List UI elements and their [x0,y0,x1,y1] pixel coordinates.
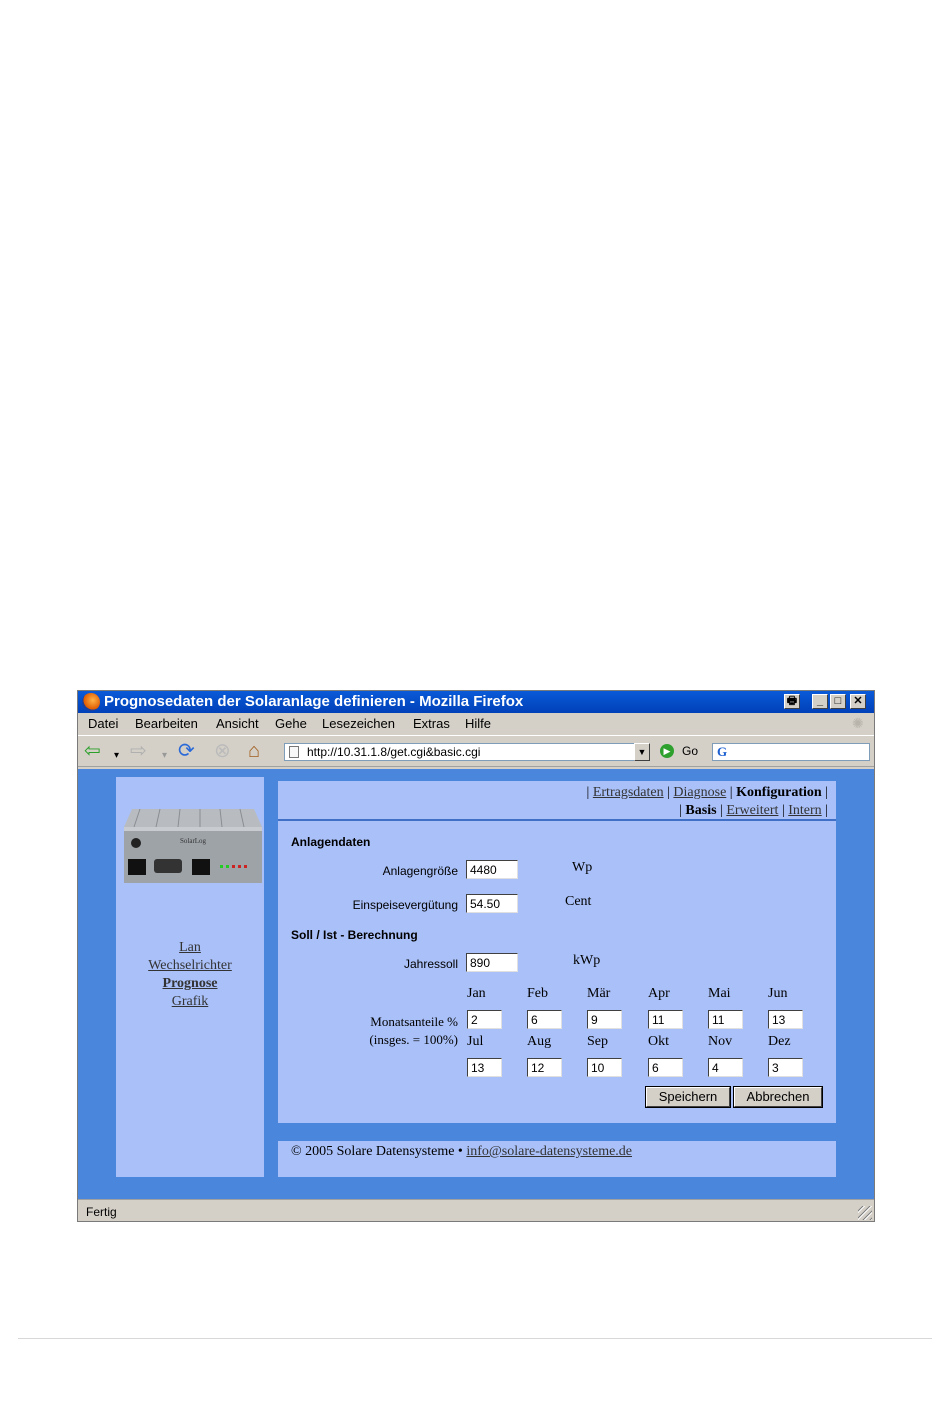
home-icon[interactable]: ⌂ [248,740,261,762]
section-anlagendaten: Anlagendaten [291,835,371,849]
firefox-logo-icon [82,693,100,711]
monatsanteile-sublabel: (insges. = 100%) [369,1032,458,1047]
subtab-erweitert[interactable]: Erweitert [726,803,779,818]
anlagengroesse-field[interactable] [466,860,518,879]
browser-window [77,690,875,1222]
month-label: Jan [467,986,486,1001]
section-soll-ist: Soll / Ist - Berechnung [291,928,418,942]
close-button[interactable]: ✕ [850,694,866,709]
menu-datei[interactable]: Datei [88,716,119,731]
month-field-jul[interactable] [467,1058,502,1077]
throbber-icon: ✺ [852,715,864,731]
tab-konfiguration[interactable]: Konfiguration [736,785,822,800]
menu-ansicht[interactable]: Ansicht [216,716,259,731]
nav-separator: | [825,785,828,800]
sidebar-item-grafik[interactable]: Grafik [171,994,209,1009]
go-button[interactable]: Go [682,744,699,758]
month-field-jun[interactable] [768,1010,803,1029]
nav-separator: | [667,785,670,800]
menu-lesezeichen[interactable]: Lesezeichen [322,716,395,731]
page-footer [278,1141,836,1177]
einspeise-label: Einspeisevergütung [352,898,458,912]
reload-icon[interactable]: ⟳ [178,740,195,762]
sidebar [116,777,264,1177]
maximize-button[interactable]: □ [830,694,846,709]
month-label: Dez [768,1034,791,1049]
go-icon[interactable]: ▶ [660,744,674,758]
month-field-jan[interactable] [467,1010,502,1029]
google-search-icon: G [717,744,728,759]
sidebar-item-prognose[interactable]: Prognose [162,976,218,991]
window-title: Prognosedaten der Solaranlage definieren - Mozilla Firefox [104,693,524,710]
address-dropdown-icon[interactable]: ▼ [634,743,650,761]
page-icon [289,746,299,758]
search-input[interactable] [712,743,870,761]
save-button[interactable]: Speichern [646,1087,730,1107]
month-field-okt[interactable] [648,1058,683,1077]
month-label: Mär [587,986,611,1001]
sidebar-item-lan[interactable]: Lan [179,940,201,955]
einspeise-unit: Cent [565,894,592,909]
solarlog-device-image [120,799,262,889]
month-label: Jun [768,986,788,1001]
page-divider [18,1338,932,1339]
status-text: Fertig [86,1205,117,1219]
month-label: Sep [587,1034,608,1049]
minimize-button[interactable]: _ [812,694,828,709]
email-link[interactable]: info@solare-datensysteme.de [466,1144,633,1159]
month-label: Apr [648,986,670,1001]
prognose-form [278,821,836,1123]
forward-icon[interactable]: ⇨ [130,740,147,762]
title-bar [78,691,874,713]
month-label: Feb [527,986,548,1001]
month-field-aug[interactable] [527,1058,562,1077]
top-navigation [278,781,836,823]
month-field-maer[interactable] [587,1010,622,1029]
month-label: Nov [708,1034,733,1049]
resize-grip-icon[interactable] [858,1206,872,1220]
forward-dropdown-icon[interactable]: ▾ [162,750,168,761]
month-field-feb[interactable] [527,1010,562,1029]
nav-separator: | [720,803,723,818]
nav-separator: | [679,803,682,818]
copyright-text: © 2005 Solare Datensysteme • [291,1144,463,1159]
menu-hilfe[interactable]: Hilfe [465,716,492,731]
navigation-toolbar [78,735,874,767]
nav-separator: | [781,803,785,818]
subtab-intern[interactable]: Intern [788,803,822,818]
einspeise-field[interactable] [466,894,518,913]
address-bar[interactable] [284,743,650,761]
month-label: Jul [467,1034,484,1049]
month-label: Mai [708,986,731,1001]
menu-bearbeiten[interactable]: Bearbeiten [135,716,198,731]
sidebar-item-wechselrichter[interactable]: Wechselrichter [148,958,232,973]
subtab-basis[interactable]: Basis [685,803,717,818]
anlagengroesse-label: Anlagengröße [382,864,458,878]
print-icon[interactable]: 🖶 [784,694,800,709]
back-icon[interactable]: ⇦ [84,740,101,762]
anlagengroesse-unit: Wp [572,860,593,875]
back-dropdown-icon[interactable]: ▾ [114,750,120,761]
status-bar [78,1199,874,1222]
menu-gehe[interactable]: Gehe [275,716,307,731]
jahressoll-field[interactable] [466,953,518,972]
stop-icon[interactable]: ⊗ [214,740,231,762]
nav-separator: | [729,785,733,800]
month-field-mai[interactable] [708,1010,743,1029]
tab-ertragsdaten[interactable]: Ertragsdaten [592,785,664,800]
month-field-dez[interactable] [768,1058,803,1077]
nav-separator: | [586,785,590,800]
month-label: Aug [527,1034,552,1049]
jahressoll-label: Jahressoll [403,957,458,971]
nav-separator: | [825,803,828,818]
monatsanteile-label: Monatsanteile % [370,1014,458,1029]
page-content [78,769,874,1199]
cancel-button[interactable]: Abbrechen [734,1087,822,1107]
device-label: SolarLog [180,837,207,845]
month-field-apr[interactable] [648,1010,683,1029]
sidebar-nav [116,939,264,1011]
menu-bar [78,713,874,733]
month-field-nov[interactable] [708,1058,743,1077]
menu-extras[interactable]: Extras [413,716,450,731]
address-url: http://10.31.1.8/get.cgi&basic.cgi [307,745,481,759]
month-label: Okt [648,1034,669,1049]
tab-diagnose[interactable]: Diagnose [673,785,727,800]
jahressoll-unit: kWp [573,953,601,968]
month-field-sep[interactable] [587,1058,622,1077]
